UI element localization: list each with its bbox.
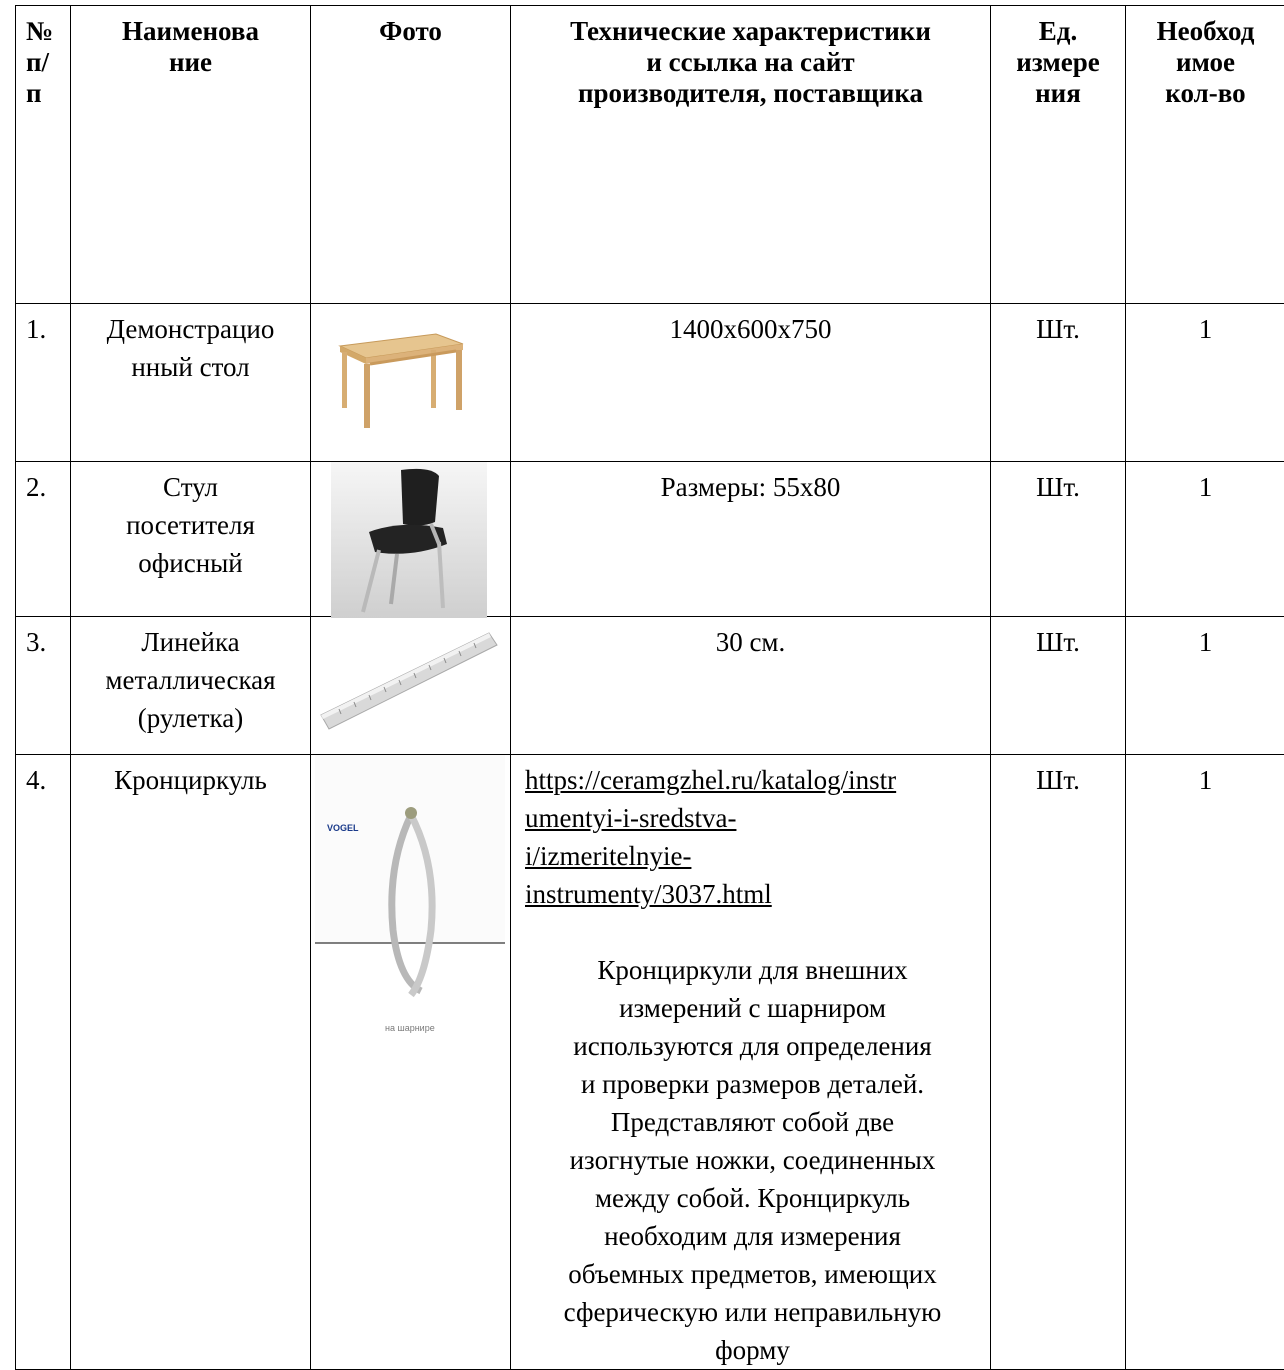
- header-num-line: п: [26, 78, 66, 109]
- table-row: [16, 617, 1284, 755]
- header-num: [16, 6, 71, 304]
- row-name-line: Демонстрацио: [75, 310, 306, 348]
- header-photo-label: Фото: [315, 16, 506, 47]
- supplier-link[interactable]: [525, 761, 980, 913]
- header-spec-line: и ссылка на сайт: [515, 47, 986, 78]
- table-row: [16, 304, 1284, 462]
- header-qty-line: Необход: [1130, 16, 1281, 47]
- desc-line: измерений с шарниром: [525, 989, 980, 1027]
- row-qty: 1: [1126, 462, 1284, 617]
- row-num: 1.: [16, 304, 71, 462]
- desc-line: сферическую или неправильную: [525, 1293, 980, 1331]
- row-name-line: металлическая: [75, 661, 306, 699]
- header-photo: [311, 6, 511, 304]
- row-name-line: нный стол: [75, 348, 306, 386]
- row-qty: 1: [1126, 304, 1284, 462]
- row-unit: Шт.: [991, 304, 1126, 462]
- row-name-line: посетителя: [75, 506, 306, 544]
- table-row: [16, 462, 1284, 617]
- row-name-line: офисный: [75, 544, 306, 582]
- desc-line: Кронциркули для внешних: [525, 951, 980, 989]
- caliper-photo: [315, 755, 505, 1055]
- desc-line: используются для определения: [525, 1027, 980, 1065]
- row-name: [71, 617, 311, 755]
- header-qty-line: имое: [1130, 47, 1281, 78]
- row-num: 2.: [16, 462, 71, 617]
- row-photo: [311, 462, 511, 617]
- link-line[interactable]: umentyi-i-sredstva-: [525, 799, 980, 837]
- row-qty: 1: [1126, 617, 1284, 755]
- header-num-line: п/: [26, 47, 66, 78]
- header-spec-line: производителя, поставщика: [515, 78, 986, 109]
- row-name: [71, 462, 311, 617]
- row-photo: [311, 304, 511, 462]
- row-unit: Шт.: [991, 617, 1126, 755]
- header-spec-line: Технические характеристики: [515, 16, 986, 47]
- row-name: [71, 755, 311, 1370]
- desc-line: изогнутые ножки, соединенных: [525, 1141, 980, 1179]
- header-qty-line: кол-во: [1130, 78, 1281, 109]
- header-qty: [1126, 6, 1284, 304]
- table-row: [16, 755, 1284, 1370]
- desc-line: необходим для измерения: [525, 1217, 980, 1255]
- row-photo: [311, 617, 511, 755]
- caliper-description: [525, 951, 980, 1369]
- row-spec: Размеры: 55x80: [511, 462, 991, 617]
- row-spec: 30 см.: [511, 617, 991, 755]
- row-qty: 1: [1126, 755, 1284, 1370]
- desc-line: между собой. Кронциркуль: [525, 1179, 980, 1217]
- header-unit-line: Ед.: [995, 16, 1121, 47]
- desc-line: Представляют собой две: [525, 1103, 980, 1141]
- caliper-caption-label: на шарнире: [385, 1023, 435, 1033]
- header-spec: [511, 6, 991, 304]
- desc-line: и проверки размеров деталей.: [525, 1065, 980, 1103]
- link-line[interactable]: instrumenty/3037.html: [525, 875, 980, 913]
- header-unit-line: ния: [995, 78, 1121, 109]
- wooden-table-photo: [336, 332, 466, 430]
- row-name-line: Кронциркуль: [75, 761, 306, 799]
- row-name-line: Линейка: [75, 623, 306, 661]
- row-spec: [511, 755, 991, 1370]
- row-name: [71, 304, 311, 462]
- row-spec: 1400x600x750: [511, 304, 991, 462]
- caliper-brand-label: VOGEL: [327, 823, 359, 833]
- row-num: 3.: [16, 617, 71, 755]
- office-chair-photo: [331, 462, 487, 618]
- row-unit: Шт.: [991, 462, 1126, 617]
- header-name-line: Наименова: [75, 16, 306, 47]
- row-name-line: (рулетка): [75, 699, 306, 737]
- row-name-line: Стул: [75, 468, 306, 506]
- equipment-table: [15, 5, 1284, 1370]
- header-num-line: №: [26, 16, 66, 47]
- header-name-line: ние: [75, 47, 306, 78]
- desc-line: форму: [525, 1331, 980, 1369]
- header-unit-line: измере: [995, 47, 1121, 78]
- row-num: 4.: [16, 755, 71, 1370]
- link-line[interactable]: i/izmeritelnyie-: [525, 837, 980, 875]
- header-unit: [991, 6, 1126, 304]
- metal-ruler-photo: [319, 625, 499, 735]
- desc-line: объемных предметов, имеющих: [525, 1255, 980, 1293]
- link-line[interactable]: https://ceramgzhel.ru/katalog/instr: [525, 761, 980, 799]
- header-name: [71, 6, 311, 304]
- row-unit: Шт.: [991, 755, 1126, 1370]
- table-header-row: [16, 6, 1284, 304]
- row-photo: [311, 755, 511, 1370]
